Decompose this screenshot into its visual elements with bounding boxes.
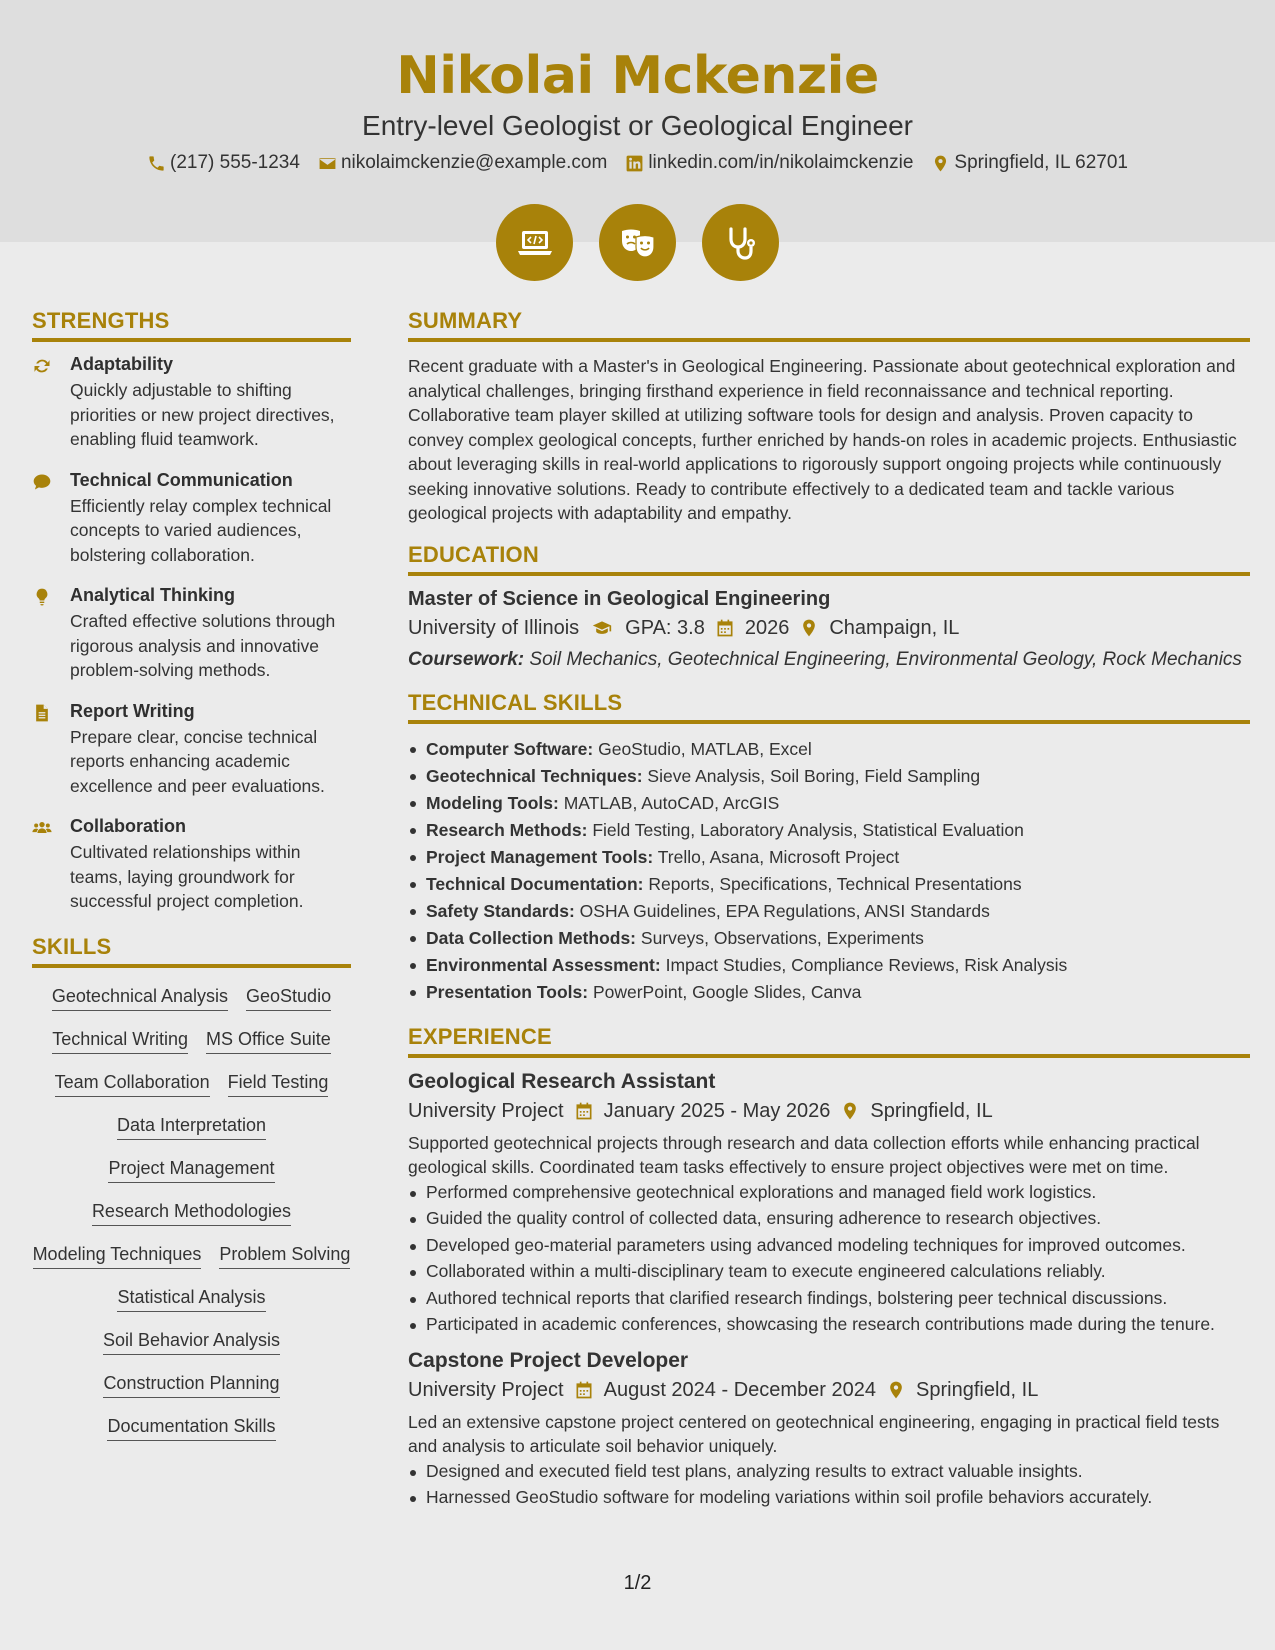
strength-item bbox=[32, 585, 351, 683]
strength-item bbox=[32, 816, 351, 914]
summary-heading: SUMMARY bbox=[408, 308, 1250, 342]
job-dates: January 2025 - May 2026 bbox=[603, 1099, 831, 1122]
candidate-title: Entry-level Geologist or Geological Engineer bbox=[362, 110, 913, 141]
users-icon bbox=[32, 818, 52, 838]
tech-skill-value: Surveys, Observations, Experiments bbox=[640, 927, 924, 948]
strength-title: Collaboration bbox=[70, 816, 186, 836]
linkedin-icon bbox=[625, 154, 644, 173]
job-org: University Project bbox=[408, 1378, 564, 1401]
education-coursework bbox=[408, 648, 1250, 672]
left-column bbox=[32, 308, 351, 1441]
contact-phone[interactable] bbox=[147, 152, 300, 174]
tech-skill-label: Technical Documentation: bbox=[426, 873, 644, 894]
hobby-icons bbox=[0, 204, 1275, 281]
education-degree: Master of Science in Geological Engineering bbox=[408, 587, 831, 610]
list-item bbox=[408, 736, 1250, 763]
contact-bar bbox=[0, 152, 1275, 174]
graduation-cap-icon bbox=[589, 618, 615, 638]
skill-chip: Team Collaboration bbox=[55, 1072, 210, 1097]
technical-skills-list bbox=[408, 736, 1250, 1006]
tech-skill-value: OSHA Guidelines, EPA Regulations, ANSI Standards bbox=[579, 900, 990, 921]
strength-title: Analytical Thinking bbox=[70, 585, 236, 605]
job-description: Led an extensive capstone project centered on geotechnical engineering, engaging in practical field tests and analysis to articulate soil behavior uniquely. bbox=[408, 1411, 1220, 1456]
tech-skill-value: Sieve Analysis, Soil Boring, Field Sampling bbox=[647, 765, 981, 786]
strength-title: Adaptability bbox=[70, 354, 174, 374]
strength-item bbox=[32, 354, 351, 452]
hobby-coding bbox=[496, 204, 573, 281]
technical-skills-heading: TECHNICAL SKILLS bbox=[408, 690, 1250, 724]
list-item bbox=[408, 898, 1250, 925]
tech-skill-value: PowerPoint, Google Slides, Canva bbox=[592, 981, 862, 1002]
tech-skill-value: GeoStudio, MATLAB, Excel bbox=[598, 738, 812, 759]
job-org: University Project bbox=[408, 1099, 564, 1122]
tech-skill-label: Research Methods: bbox=[426, 819, 588, 840]
contact-email[interactable] bbox=[318, 152, 607, 174]
strengths-heading: STRENGTHS bbox=[32, 308, 351, 342]
tech-skill-value: Field Testing, Laboratory Analysis, Statistical Evaluation bbox=[592, 819, 1024, 840]
tech-skill-label: Environmental Assessment: bbox=[426, 954, 661, 975]
calendar-icon bbox=[715, 618, 735, 638]
list-item bbox=[408, 979, 1250, 1006]
envelope-icon bbox=[318, 154, 337, 173]
education-meta bbox=[408, 617, 1250, 640]
education-location: Champaign, IL bbox=[829, 616, 960, 639]
list-item bbox=[408, 763, 1250, 790]
list-item bbox=[408, 952, 1250, 979]
list-item: Guided the quality control of collected data, ensuring adherence to research objectives. bbox=[408, 1206, 1250, 1231]
education-gpa: GPA: 3.8 bbox=[625, 616, 705, 639]
tech-skill-label: Safety Standards: bbox=[426, 900, 575, 921]
phone-icon bbox=[147, 154, 166, 173]
skill-chip: Data Interpretation bbox=[117, 1115, 266, 1140]
strength-title: Technical Communication bbox=[70, 469, 293, 490]
strength-desc: Crafted effective solutions through rigorous analysis and innovative problem-solving methods. bbox=[70, 611, 336, 680]
comment-icon bbox=[32, 472, 52, 492]
list-item bbox=[408, 871, 1250, 898]
skill-chip: Soil Behavior Analysis bbox=[103, 1330, 280, 1355]
summary-text: Recent graduate with a Master's in Geological Engineering. Passionate about geotechnical exploration and analytical challenges, bringing firsthand experience in field reconnaissance and technical reporting. Collaborative team player skilled at utilizing software tools for design and analysis. Proven capacity to convey complex geological concepts, further enriched by hands-on roles in academic projects. Enthusiastic about leveraging skills in real-world applications to rigorously support ongoing projects while continuously seeking innovative solutions. Ready to contribute effectively to a dedicated team and tackle various geological projects with adaptability and empathy. bbox=[408, 356, 1237, 523]
skills-heading: SKILLS bbox=[32, 934, 351, 968]
stethoscope-icon bbox=[721, 223, 761, 263]
contact-location bbox=[931, 152, 1128, 174]
lightbulb-icon bbox=[32, 587, 52, 607]
skill-chip: Construction Planning bbox=[103, 1373, 279, 1398]
job-bullets bbox=[408, 1459, 1250, 1510]
job-entry bbox=[408, 1349, 1250, 1510]
job-meta bbox=[408, 1379, 1250, 1402]
skill-chip: GeoStudio bbox=[246, 986, 331, 1011]
skill-chip: Modeling Techniques bbox=[33, 1244, 202, 1269]
strength-desc: Prepare clear, concise technical reports enhancing academic excellence and peer evaluations. bbox=[70, 726, 325, 796]
job-title: Capstone Project Developer bbox=[408, 1348, 689, 1372]
coursework-label: Coursework: bbox=[408, 648, 525, 670]
calendar-icon bbox=[574, 1101, 594, 1121]
skills-list bbox=[32, 980, 351, 1441]
skill-chip: Research Methodologies bbox=[92, 1201, 291, 1226]
education-year: 2026 bbox=[744, 616, 790, 639]
tech-skill-value: Reports, Specifications, Technical Presentations bbox=[648, 873, 1022, 894]
job-description: Supported geotechnical projects through research and data collection efforts while enhancing practical geological skills. Coordinated team tasks effectively to ensure project objectives were met on time. bbox=[408, 1132, 1200, 1177]
job-entry bbox=[408, 1070, 1250, 1337]
list-item: Performed comprehensive geotechnical explorations and managed field work logistics. bbox=[408, 1180, 1250, 1205]
document-icon bbox=[32, 703, 52, 723]
skill-chip: MS Office Suite bbox=[206, 1029, 331, 1054]
list-item: Authored technical reports that clarified research findings, bolstering peer technical discussions. bbox=[408, 1286, 1250, 1311]
education-school: University of Illinois bbox=[408, 616, 580, 639]
list-item: Participated in academic conferences, showcasing the research contributions made during the tenure. bbox=[408, 1312, 1250, 1337]
contact-linkedin-text: linkedin.com/in/nikolaimckenzie bbox=[648, 152, 914, 173]
location-pin-icon bbox=[840, 1101, 860, 1121]
tech-skill-label: Computer Software: bbox=[426, 738, 594, 759]
strength-item bbox=[32, 470, 351, 568]
laptop-code-icon bbox=[515, 223, 555, 263]
experience-heading: EXPERIENCE bbox=[408, 1024, 1250, 1058]
tech-skill-label: Project Management Tools: bbox=[426, 846, 654, 867]
hobby-medicine bbox=[702, 204, 779, 281]
contact-phone-text: (217) 555-1234 bbox=[170, 152, 300, 173]
tech-skill-value: MATLAB, AutoCAD, ArcGIS bbox=[563, 792, 780, 813]
list-item: Harnessed GeoStudio software for modeling variations within soil profile behaviors accurately. bbox=[408, 1485, 1250, 1510]
list-item: Collaborated within a multi-disciplinary team to execute engineered calculations reliably. bbox=[408, 1259, 1250, 1284]
contact-email-text: nikolaimckenzie@example.com bbox=[340, 152, 608, 173]
coursework-list: Soil Mechanics, Geotechnical Engineering, Environmental Geology, Rock Mechanics bbox=[529, 648, 1242, 670]
list-item: Designed and executed field test plans, analyzing results to extract valuable insights. bbox=[408, 1459, 1250, 1484]
list-item: Developed geo-material parameters using advanced modeling techniques for improved outcomes. bbox=[408, 1233, 1250, 1258]
location-pin-icon bbox=[931, 154, 950, 173]
strength-title: Report Writing bbox=[70, 700, 195, 721]
contact-location-text: Springfield, IL 62701 bbox=[954, 152, 1128, 173]
tech-skill-value: Impact Studies, Compliance Reviews, Risk Analysis bbox=[665, 954, 1068, 975]
job-meta bbox=[408, 1100, 1250, 1123]
skill-chip: Field Testing bbox=[228, 1072, 329, 1097]
page-number: 1/2 bbox=[623, 1572, 652, 1594]
tech-skill-label: Modeling Tools: bbox=[426, 792, 559, 813]
list-item bbox=[408, 790, 1250, 817]
list-item bbox=[408, 844, 1250, 871]
contact-linkedin[interactable] bbox=[625, 152, 913, 174]
right-column bbox=[408, 308, 1250, 1522]
tech-skill-label: Data Collection Methods: bbox=[426, 927, 637, 948]
tech-skill-value: Trello, Asana, Microsoft Project bbox=[657, 846, 900, 867]
sync-icon bbox=[32, 356, 52, 376]
job-bullets bbox=[408, 1180, 1250, 1337]
hobby-theater bbox=[599, 204, 676, 281]
strength-item bbox=[32, 701, 351, 799]
skill-chip: Documentation Skills bbox=[107, 1416, 275, 1441]
skill-chip: Project Management bbox=[108, 1158, 274, 1183]
candidate-name: Nikolai Mckenzie bbox=[396, 46, 879, 106]
strength-desc: Cultivated relationships within teams, laying groundwork for successful project completion. bbox=[70, 842, 304, 911]
location-pin-icon bbox=[886, 1380, 906, 1400]
tech-skill-label: Geotechnical Techniques: bbox=[426, 765, 643, 786]
job-title: Geological Research Assistant bbox=[408, 1069, 716, 1093]
job-dates: August 2024 - December 2024 bbox=[603, 1378, 877, 1401]
location-pin-icon bbox=[799, 618, 819, 638]
skill-chip: Technical Writing bbox=[52, 1029, 188, 1054]
theater-masks-icon bbox=[618, 223, 658, 263]
job-location: Springfield, IL bbox=[916, 1378, 1039, 1401]
skill-chip: Statistical Analysis bbox=[117, 1287, 265, 1312]
job-location: Springfield, IL bbox=[870, 1099, 993, 1122]
strength-desc: Quickly adjustable to shifting priorities or new project directives, enabling fluid teamwork. bbox=[70, 380, 335, 449]
education-heading: EDUCATION bbox=[408, 542, 1250, 576]
calendar-icon bbox=[574, 1380, 594, 1400]
strength-desc: Efficiently relay complex technical concepts to varied audiences, bolstering collaboration. bbox=[70, 495, 332, 565]
skill-chip: Geotechnical Analysis bbox=[52, 986, 228, 1011]
list-item bbox=[408, 817, 1250, 844]
list-item bbox=[408, 925, 1250, 952]
tech-skill-label: Presentation Tools: bbox=[426, 981, 589, 1002]
skill-chip: Problem Solving bbox=[219, 1244, 350, 1269]
